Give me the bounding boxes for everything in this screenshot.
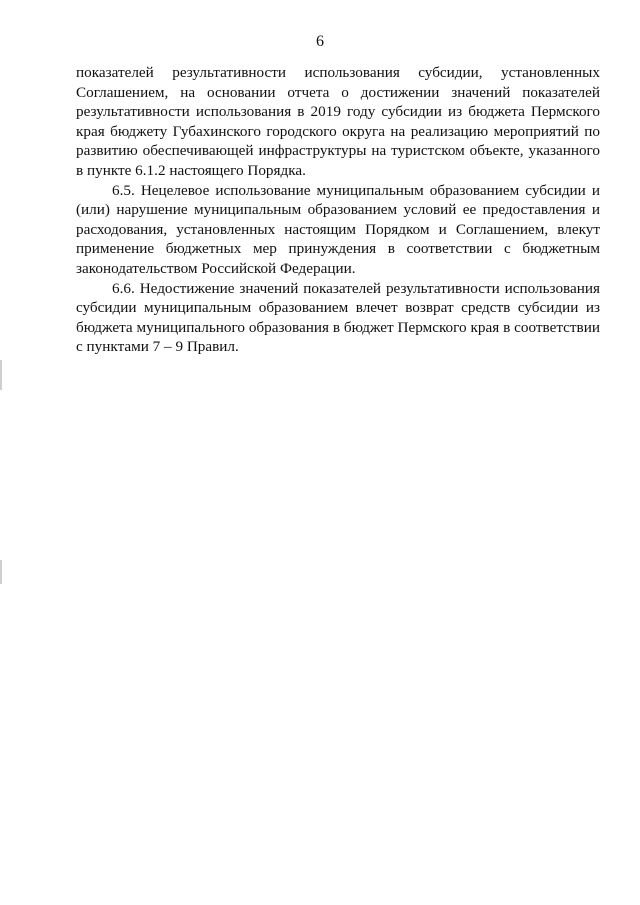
paragraph-6-5: 6.5. Нецелевое использование муниципальным образованием субсидии и (или) нарушение муниципальным образованием условий ее предоставления и расходования, установленных настоящим Порядком и Соглашением, влекут применение бюджетных мер принуждения в соответствии с бюджетным законодательством Российской Федерации. [76,181,600,277]
paragraph-6-6: 6.6. Недостижение значений показателей результативности использования субсидии муниципальным образованием влечет возврат средств субсидии из бюджета муниципального образования в бюджет Пермского края в соответствии с пунктами 7 – 9 Правил. [76,279,600,356]
scan-edge-mark [0,560,2,584]
scan-edge-mark [0,360,2,390]
document-body [76,63,600,357]
paragraph-continuation: показателей результативности использования субсидии, установленных Соглашением, на основании отчета о достижении значений показателей результативности использования в 2019 году субсидии из бюджета Пермского края бюджету Губахинского городского округа на реализацию мероприятий по развитию обеспечивающей инфраструктуры на туристском объекте, указанного в пункте 6.1.2 настоящего Порядка. [76,64,600,179]
page-number: 6 [316,33,324,50]
